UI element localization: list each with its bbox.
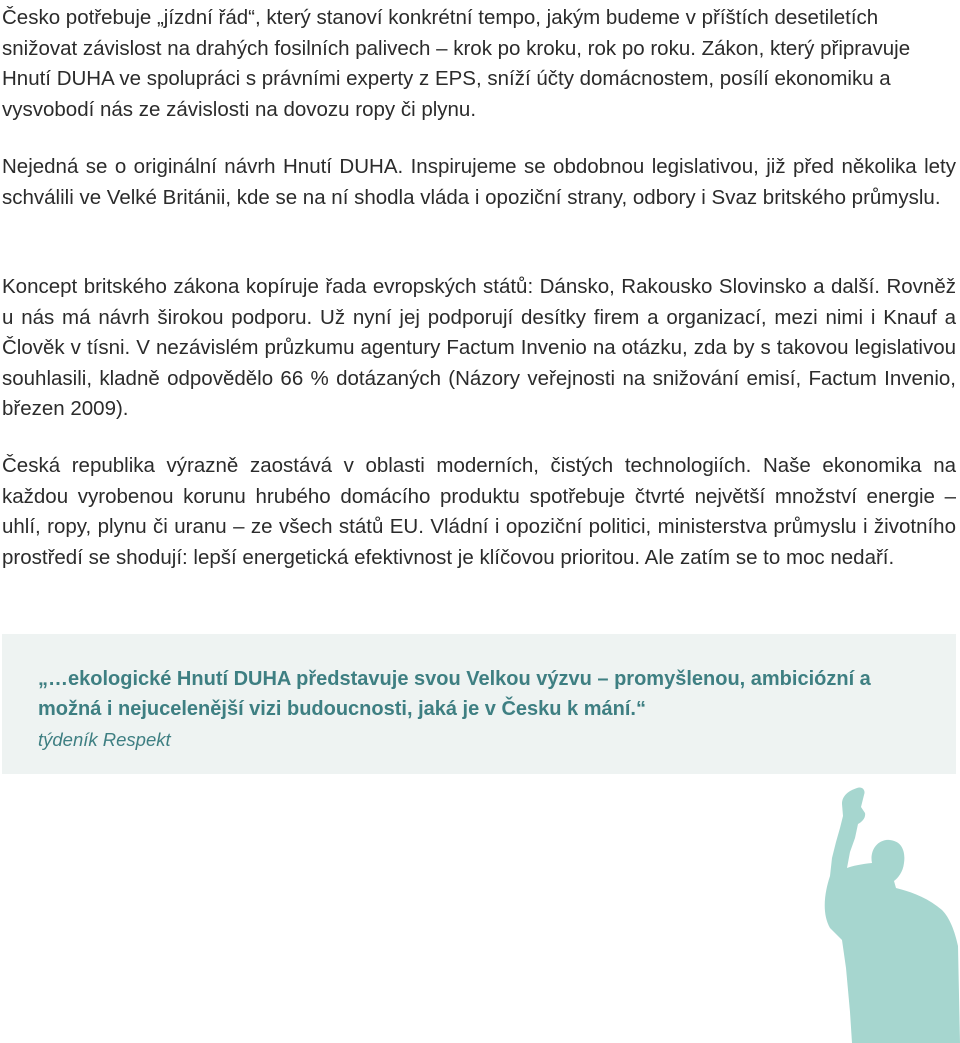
paragraph-intro: Česko potřebuje „jízdní řád“, který stanoví konkrétní tempo, jakým budeme v příštích desetiletích snižovat závislost na drahých fosilních palivech – krok po kroku, rok po roku. Zákon, který připravuje Hnutí DUHA ve spolupráci s právními experty z EPS, sníží účty domácnostem, posílí ekonomiku a vysvobodí nás ze závislosti na dovozu ropy či plynu. xyxy=(2,6,911,121)
quote-source: týdeník Respekt xyxy=(38,729,171,750)
quote-text: „…ekologické Hnutí DUHA představuje svou Velkou výzvu – promyšlenou, ambiciózní a možná i nejucelenější vizi budoucnosti, jaká je v Česku k mání.“ xyxy=(38,668,871,720)
paragraph-concept: Koncept britského zákona kopíruje řada evropských států: Dánsko, Rakousko Slovinsko a další. Rovněž u nás má návrh širokou podporu. Už nyní jej podporují desítky firem a organizací, mezi nimi i Knauf a Člověk v tísni. V nezávislém průzkumu agentury Factum Invenio na otázku, zda by s takovou legislativou souhlasili, kladně odpovědělo 66 % dotázaných (Názory veřejnosti na snižování emisí, Factum Invenio, březen 2009). xyxy=(2,275,956,420)
person-silhouette xyxy=(825,787,960,1043)
paragraph-economy: Česká republika výrazně zaostává v oblasti moderních, čistých technologiích. Naše ekonomika na každou vyrobenou korunu hrubého domácího produktu spotřebuje čtvrté největší množství energie – uhlí, ropy, plynu či uranu – ze všech států EU. Vládní i opoziční politici, ministerstva průmyslu i životního prostředí se shodují: lepší energetická efektivnost je klíčovou prioritou. Ale zatím se to moc nedaří. xyxy=(2,454,956,569)
quote-box xyxy=(2,634,956,774)
raised-hand-person-illustration xyxy=(800,786,960,1043)
paragraph-inspiration: Nejedná se o originální návrh Hnutí DUHA. Inspirujeme se obdobnou legislativou, již před několika lety schválili ve Velké Británii, kde se na ní shodla vláda i opoziční strany, odbory i Svaz britského průmyslu. xyxy=(2,155,956,209)
